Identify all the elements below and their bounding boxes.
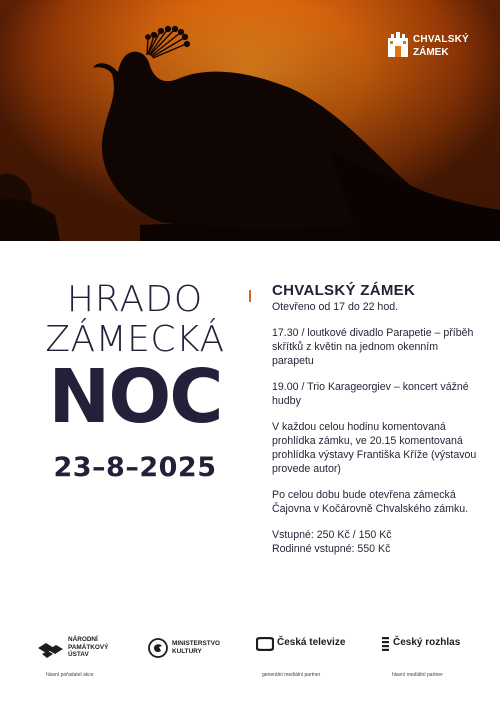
logo-line1: CHVALSKÝ <box>413 34 469 45</box>
chvalsky-zamek-logo <box>387 28 467 68</box>
event-info <box>272 282 477 556</box>
cr-name: Český rozhlas <box>393 637 461 648</box>
mk-logo <box>148 636 238 662</box>
castle-icon <box>387 28 409 58</box>
event-date: 23–8–2025 <box>53 452 217 483</box>
title-line1: HRADO <box>66 279 204 320</box>
ct-logo <box>256 636 366 654</box>
title-line3: NOC <box>48 354 222 440</box>
ct-caption: generální mediální partner <box>262 672 321 678</box>
ministry-emblem-icon <box>148 638 168 658</box>
opening-hours: Otevřeno od 17 do 22 hod. <box>272 301 399 313</box>
cr-logo <box>382 636 482 654</box>
venue-name: CHVALSKÝ ZÁMEK <box>272 282 416 299</box>
npu-caption: hlavní pořadatel akce <box>46 672 94 678</box>
program-item: Po celou dobu bude otevřena zámecká Čajovna v Kočárovně Chvalského zámku. <box>272 489 469 515</box>
cr-caption: hlavní mediální partner <box>392 672 443 678</box>
accent-divider <box>249 290 251 302</box>
logo-line2: ZÁMEK <box>413 47 449 58</box>
npu-logo <box>36 636 126 666</box>
program-item: 19.00 / Trio Karageorgiev – koncert vážné hudby <box>272 381 469 407</box>
program-item: V každou celou hodinu komentovaná prohlídka zámku, ve 20.15 komentovaná prohlídka výstavy Františka Kříže (výstavou provede autor) <box>272 421 477 475</box>
npu-line2: PAMÁTKOVÝ <box>68 643 109 651</box>
cr-icon <box>382 637 390 651</box>
ct-name: Česká televize <box>277 637 346 648</box>
npu-icon <box>36 640 64 660</box>
admission-price: Vstupné: 250 Kč / 150 Kč <box>272 529 392 541</box>
mk-line2: KULTURY <box>172 647 202 655</box>
ct-icon <box>256 637 274 651</box>
hero-photo <box>0 0 500 241</box>
program-item: 17.30 / loutkové divadlo Parapetie – příběh skřítků z květin na jednom okenním parapetu <box>272 327 474 367</box>
title-line2: ZÁMECKÁ <box>45 319 225 360</box>
npu-line3: ÚSTAV <box>68 651 89 658</box>
family-admission-price: Rodinné vstupné: 550 Kč <box>272 543 391 555</box>
mk-line1: MINISTERSTVO <box>172 640 220 647</box>
npu-line1: NÁRODNÍ <box>68 636 98 643</box>
